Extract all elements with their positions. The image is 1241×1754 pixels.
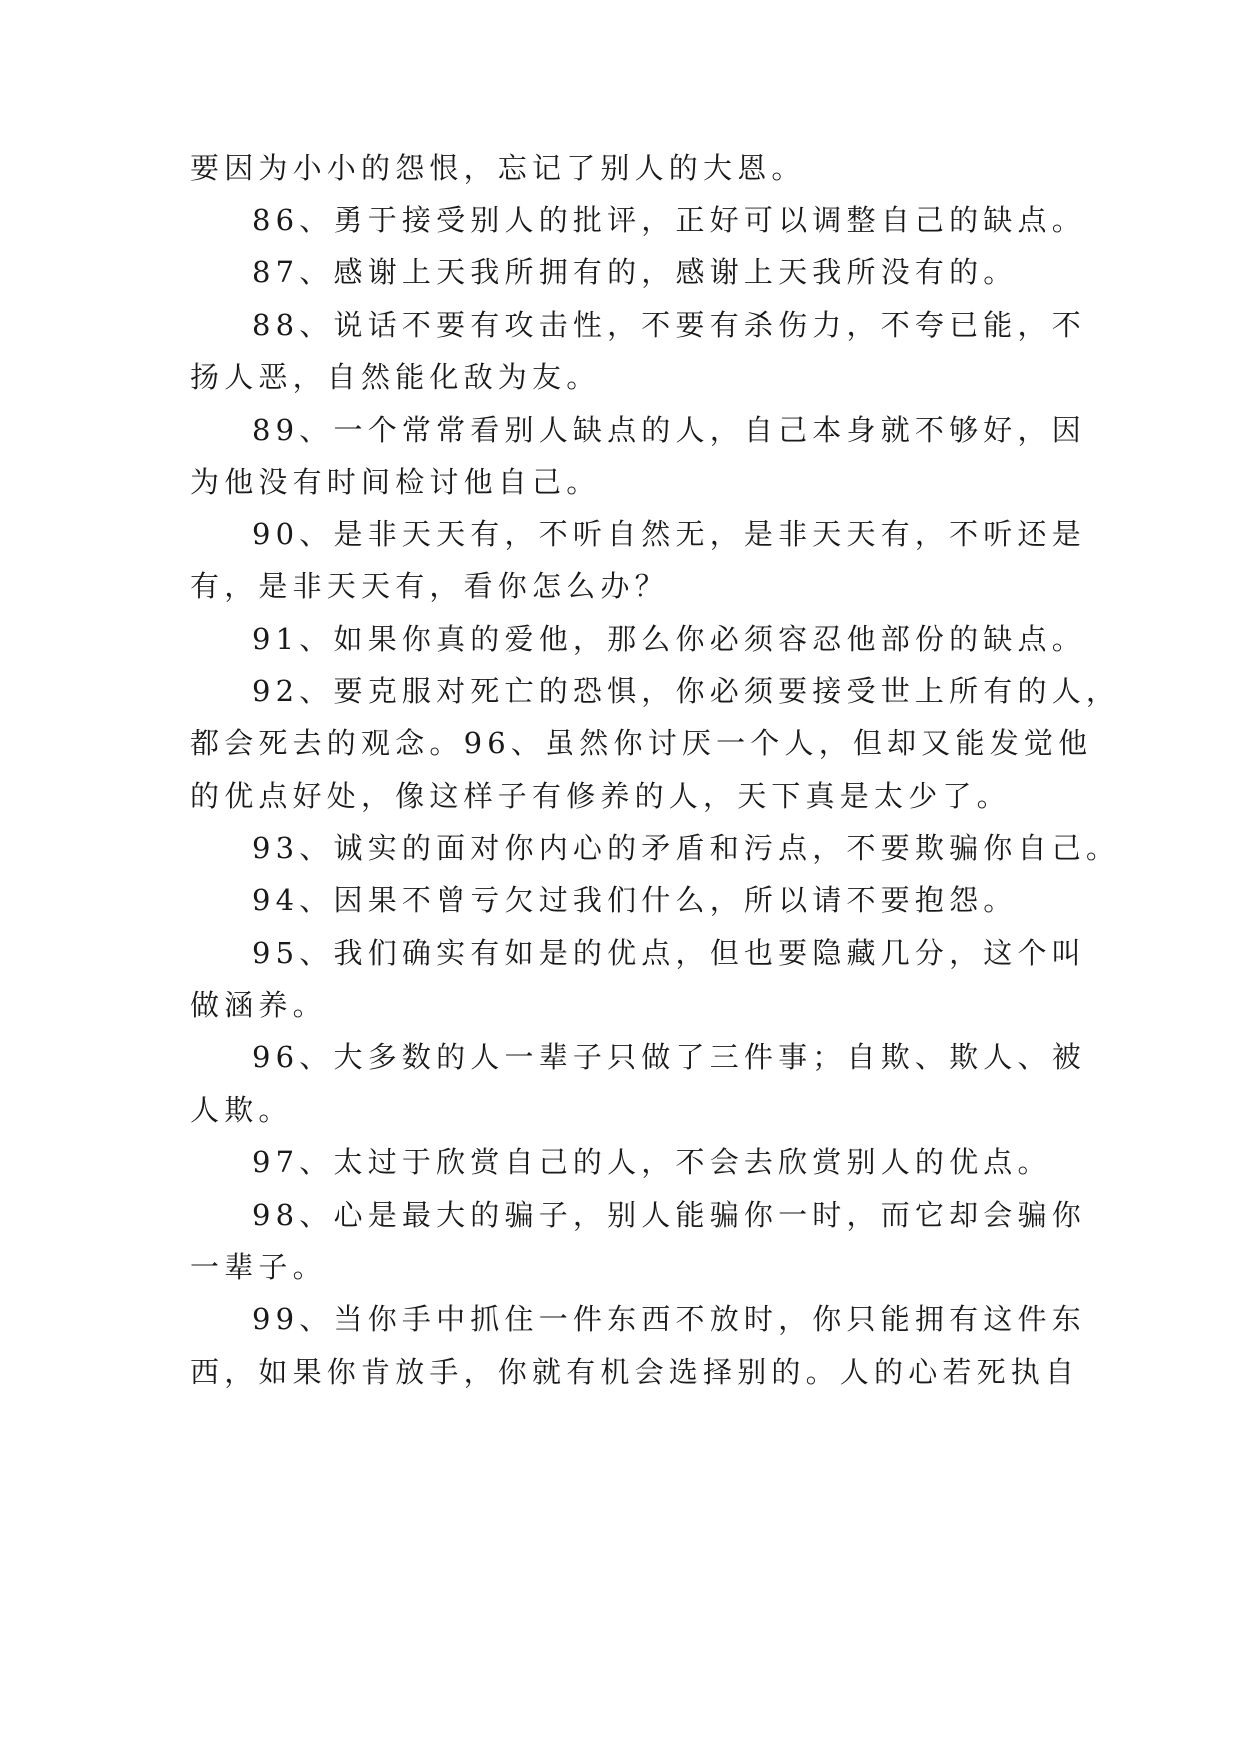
quote-91: 91、如果你真的爱他，那么你必须容忍他部份的缺点。 [252, 622, 1086, 656]
quote-90-continuation: 有，是非天天有，看你怎么办？ [190, 569, 669, 603]
quote-93: 93、诚实的面对你内心的矛盾和污点，不要欺骗你自己。 [252, 831, 1121, 865]
quote-86: 86、勇于接受别人的批评，正好可以调整自己的缺点。 [252, 203, 1086, 237]
quote-96: 96、大多数的人一辈子只做了三件事；自欺、欺人、被 [252, 1040, 1086, 1074]
quote-92: 92、要克服对死亡的恐惧，你必须要接受世上所有的人， [252, 674, 1121, 708]
quote-89-continuation: 为他没有时间检讨他自己。 [190, 465, 601, 499]
quote-98-continuation: 一辈子。 [190, 1250, 327, 1284]
quote-89: 89、一个常常看别人缺点的人，自己本身就不够好，因 [252, 413, 1086, 447]
quote-92-continuation-2: 的优点好处，像这样子有修养的人，天下真是太少了。 [190, 779, 1011, 813]
quote-97: 97、太过于欣赏自己的人，不会去欣赏别人的优点。 [252, 1145, 1052, 1179]
quote-88-continuation: 扬人恶，自然能化敌为友。 [190, 360, 601, 394]
quote-90: 90、是非天天有，不听自然无，是非天天有，不听还是 [252, 517, 1086, 551]
quote-96-continuation: 人欺。 [190, 1093, 293, 1127]
quote-98: 98、心是最大的骗子，别人能骗你一时，而它却会骗你 [252, 1198, 1086, 1232]
quote-88: 88、说话不要有攻击性，不要有杀伤力，不夸已能，不 [252, 308, 1086, 342]
quote-87: 87、感谢上天我所拥有的，感谢上天我所没有的。 [252, 255, 1018, 289]
quote-99: 99、当你手中抓住一件东西不放时，你只能拥有这件东 [252, 1302, 1086, 1336]
quote-92-continuation: 都会死去的观念。96、虽然你讨厌一个人，但却又能发觉他 [190, 726, 1093, 760]
quote-99-continuation: 西，如果你肯放手，你就有机会选择别的。人的心若死执自 [190, 1355, 1080, 1389]
text-line-continuation: 要因为小小的怨恨，忘记了别人的大恩。 [190, 151, 806, 185]
quote-95-continuation: 做涵养。 [190, 988, 327, 1022]
quote-95: 95、我们确实有如是的优点，但也要隐藏几分，这个叫 [252, 936, 1086, 970]
quote-94: 94、因果不曾亏欠过我们什么，所以请不要抱怨。 [252, 883, 1018, 917]
